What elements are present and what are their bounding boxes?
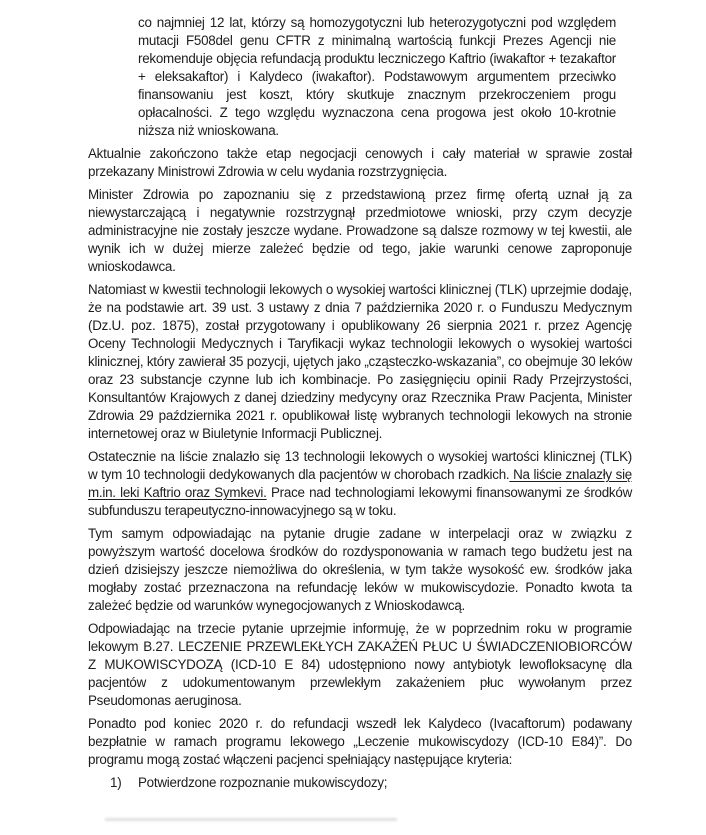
paragraph-tlk-fund-list: Natomiast w kwestii technologii lekowych o wysokiej wartości klinicznej (TLK) uprzejmie dodaję, że na podstawie art. 39 ust. 3 ustawy z dnia 7 października 2020 r. o Funduszu Medycznym (Dz.U. poz. 1875), został przygotowany i opublikowany 26 sierpnia 2021 r. przez Agencję Oceny Technologii Medycznych i Taryfikacji wykaz technologii lekowych o wysokiej wartości klinicznej, który zawierał 35 pozycji, ujętych jako „cząsteczko-wskazania”, co obejmuje 30 leków oraz 23 substancje czynne lub ich kombinacje. Po zasięgnięciu opinii Rady Przejrzystości, Konsultantów Krajowych z danej dziedziny medycyny oraz Rzecznika Praw Pacjenta, Minister Zdrowia 29 października 2021 r. opublikował listę wybranych technologii lekowych na stronie internetowej oraz w Biuletynie Informacji Publicznej. bbox=[88, 282, 632, 441]
paragraph-kalydeco-program: Ponadto pod koniec 2020 r. do refundacji wszedł lek Kalydeco (Ivacaftorum) podawany bezpłatnie w ramach programu lekowego „Leczenie mukowiscydozy (ICD-10 E84)”. Do programu mogą zostać włączeni pacjenci spełniający następujące kryteria: bbox=[88, 716, 632, 767]
paragraph-question-three-answer: Odpowiadając na trzecie pytanie uprzejmie informuję, że w poprzednim roku w programie lekowym B.27. LECZENIE PRZEWLEKŁYCH ZAKAŻEŃ PŁUC U ŚWIADCZENIOBIORCÓW Z MUKOWISCYDOZĄ (ICD-10 E 84) udostępniono nowy antybiotyk lewofloksacynę dla pacjentów z udokumentowanym przewlekłym zakażeniem płuc wywołanym przez Pseudomonas aeruginosa. bbox=[88, 621, 632, 708]
criteria-list-item-1 bbox=[110, 774, 632, 792]
final-list-pre-text: Ostatecznie na liście znalazło się 13 technologii lekowych o wysokiej wartości klinicznej (TLK) w tym 10 technologii dedykowanych dla pacjentów w chorobach rzadkich. bbox=[88, 449, 632, 482]
criteria-item-text: Potwierdzone rozpoznanie mukowiscydozy; bbox=[138, 775, 388, 790]
clipped-text-remnant bbox=[105, 818, 397, 821]
paragraph-budget-answer: Tym samym odpowiadając na pytanie drugie zadane w interpelacji oraz w związku z powyższym wartość docelowa środków do rozdysponowania w ramach tego budżetu jest na dzień dzisiejszy jeszcze niemożliwa do określenia, w tym także wysokość ew. środków jaka mogłaby zostać przeznaczona na refundację leków w mukowiscydozie. Ponadto kwota ta zależeć będzie od warunków wynegocjowanych z Wnioskodawcą. bbox=[88, 526, 632, 613]
paragraph-minister-decision: Minister Zdrowia po zapoznaniu się z przedstawioną przez firmę ofertą uznał ją za niewystarczającą i negatywnie rozstrzygnął przedmiotowe wnioski, przy czym decyzje administracyjne nie zostały jeszcze wydane. Prowadzone są dalsze rozmowy w tej kwestii, ale wynik ich w dużej mierze zależeć będzie od tego, jakie warunki cenowe zaproponuje wnioskodawca. bbox=[88, 187, 632, 274]
paragraph-quote-continuation: co najmniej 12 lat, którzy są homozygotyczni lub heterozygotyczni pod względem mutacji F508del genu CFTR z minimalną wartością funkcji Prezes Agencji nie rekomenduje objęcia refundacją produktu leczniczego Kaftrio (iwakaftor + tezakaftor + eleksakaftor) i Kalydeco (iwakaftor). Podstawowym argumentem przeciwko finansowaniu jest koszt, który skutkuje znacznym przekroczeniem progu opłacalności. Z tego względu wyznaczona cena progowa jest około 10-krotnie niższa niż wnioskowana. bbox=[138, 15, 616, 138]
final-list-underlined-text: Na liście znalazły się m.in. leki Kaftrio oraz Symkevi. bbox=[88, 467, 632, 500]
final-list-post-text: Prace nad technologiami lekowymi finansowanymi ze środków subfunduszu terapeutyczno-innowacyjnego są w toku. bbox=[88, 485, 632, 518]
criteria-item-number: 1) bbox=[110, 775, 122, 790]
paragraph-price-negotiations: Aktualnie zakończono także etap negocjacji cenowych i cały materiał w sprawie został przekazany Ministrowi Zdrowia w celu wydania rozstrzygnięcia. bbox=[88, 146, 632, 179]
paragraph-final-tlk-list bbox=[88, 448, 632, 520]
